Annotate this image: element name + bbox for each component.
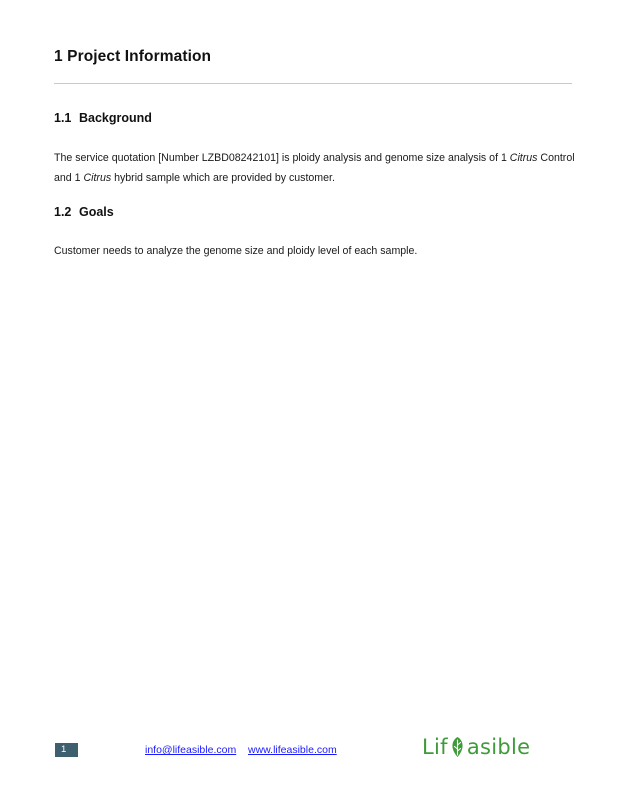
logo-text-end: asible xyxy=(466,735,531,759)
page-number: 1 xyxy=(55,743,78,757)
lifeasible-logo xyxy=(422,733,530,761)
section-title: Goals xyxy=(79,205,114,219)
section-title: Background xyxy=(79,111,152,125)
paragraph-text: hybrid sample which are provided by customer. xyxy=(111,172,335,184)
background-paragraph xyxy=(54,148,576,188)
email-link[interactable]: info@lifeasible.com xyxy=(145,744,237,756)
section-heading-background xyxy=(54,111,152,125)
title-divider xyxy=(54,83,572,84)
leaf-icon xyxy=(449,736,466,758)
section-number: 1.1 xyxy=(54,111,72,125)
section-heading-goals xyxy=(54,205,114,219)
species-name: Citrus xyxy=(83,172,112,184)
section-number: 1.2 xyxy=(54,205,72,219)
logo-text-start: Lif xyxy=(422,735,448,759)
goals-paragraph: Customer needs to analyze the genome size and ploidy level of each sample. xyxy=(54,245,418,257)
paragraph-text: Control and 1 xyxy=(54,152,575,184)
website-link[interactable]: www.lifeasible.com xyxy=(248,744,337,756)
paragraph-text: The service quotation [Number LZBD08242101] is ploidy analysis and genome size analysis of 1 xyxy=(54,152,510,164)
species-name: Citrus xyxy=(509,152,538,164)
page-title: 1 Project Information xyxy=(54,48,212,65)
